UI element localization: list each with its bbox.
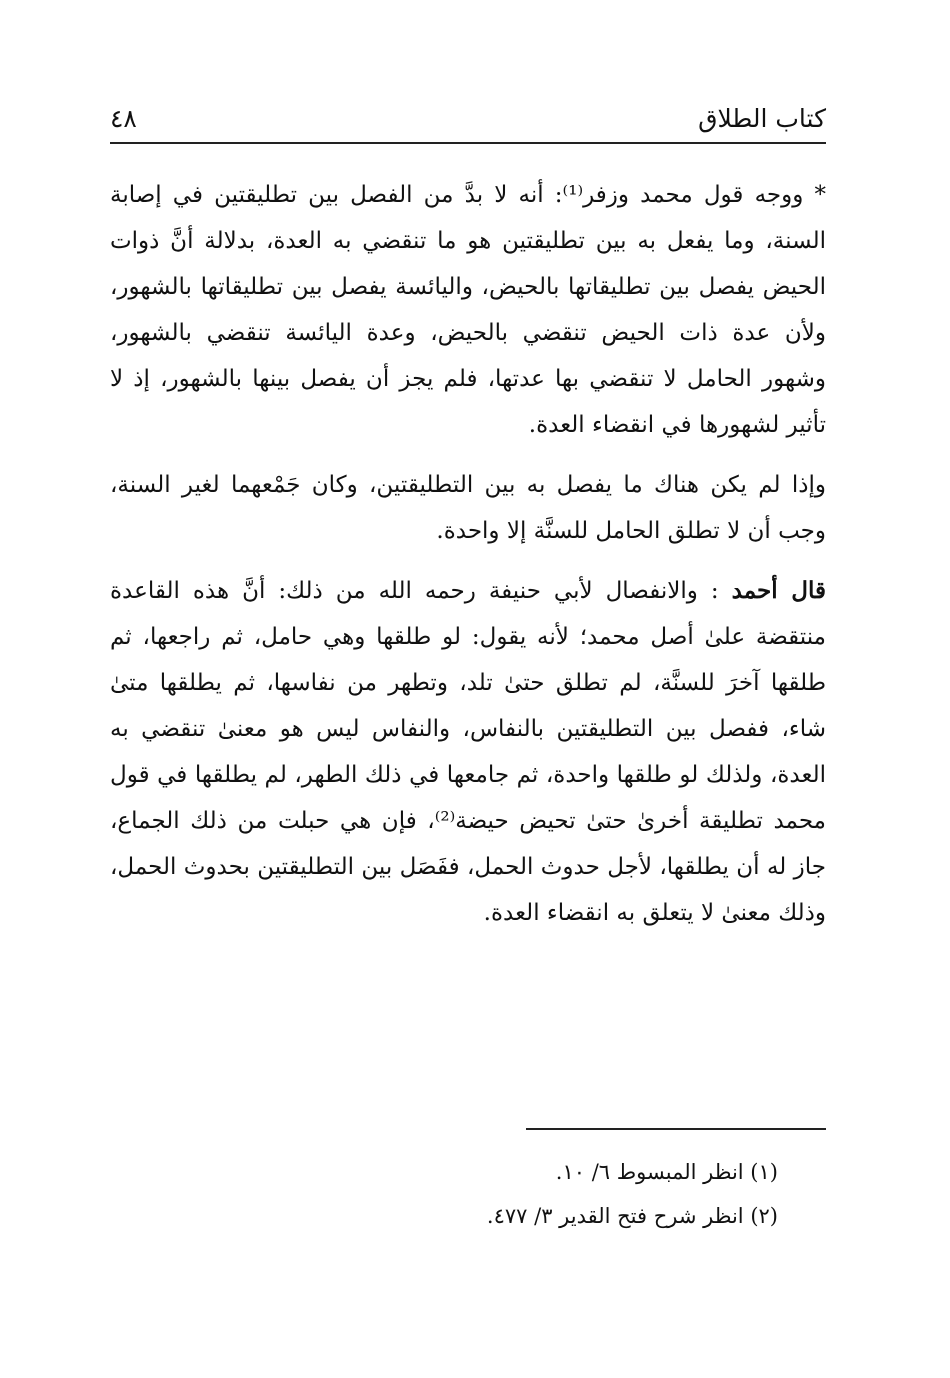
footnote-1: (١) انظر المبسوط ٦/ ١٠. <box>555 1160 778 1184</box>
paragraph-3-text: : والانفصال لأبي حنيفة رحمه الله من ذلك: أنَّ هذه القاعدة منتقضة علىٰ أصل محمد؛ لأنه يقول: لو طلقها وهي حامل، ثم راجعها، ثم طلقها آخرَ للسنَّة، لم تطلق حتىٰ تلد، وتطهر من نفاسها، ثم يطلقها متىٰ شاء، ففصل بين التطليقتين بالنفاس، والنفاس ليس هو معنىٰ تنقضي به العدة، ولذلك لو طلقها واحدة، ثم جامعها في ذلك الطهر، لم يطلقها في قول محمد تطليقة أخرىٰ حتىٰ تحيض حيضة⁽²⁾، فإن هي حبلت من ذلك الجماع، جاز له أن يطلقها، لأجل حدوث الحمل، ففَصَل بين التطليقتين بحدوث الحمل، وذلك معنىٰ لا يتعلق به انقضاء العدة. <box>110 578 826 926</box>
footnote-2: (٢) انظر شرح فتح القدير ٣/ ٤٧٧. <box>486 1204 778 1228</box>
paragraph-2 <box>110 462 826 554</box>
paragraph-1 <box>110 172 826 448</box>
page-header <box>110 98 826 144</box>
body-text <box>110 172 826 950</box>
page-number: ٤٨ <box>110 104 137 133</box>
paragraph-2-text: وإذا لم يكن هناك ما يفصل به بين التطليقتين، وكان جَمْعهما لغير السنة، وجب أن لا تطلق الحامل للسنَّة إلا واحدة. <box>110 472 826 544</box>
paragraph-3 <box>110 568 826 936</box>
footnote-separator <box>526 1128 826 1130</box>
footnotes <box>110 1150 778 1238</box>
speaker-label: قال أحمد <box>731 577 827 604</box>
running-title: كتاب الطلاق <box>698 104 826 133</box>
paragraph-1-text: * ووجه قول محمد وزفر⁽¹⁾: أنه لا بدَّ من الفصل بين تطليقتين في إصابة السنة، وما يفعل به بين تطليقتين هو ما تنقضي به العدة، بدلالة أنَّ ذوات الحيض يفصل بين تطليقاتها بالحيض، واليائسة يفصل بين تطليقاتها بالشهور، ولأن عدة ذات الحيض تنقضي بالحيض، وعدة اليائسة تنقضي بالشهور، وشهور الحامل لا تنقضي بها عدتها، فلم يجز أن يفصل بينها بالشهور، إذ لا تأثير لشهورها في انقضاء العدة. <box>110 182 826 438</box>
